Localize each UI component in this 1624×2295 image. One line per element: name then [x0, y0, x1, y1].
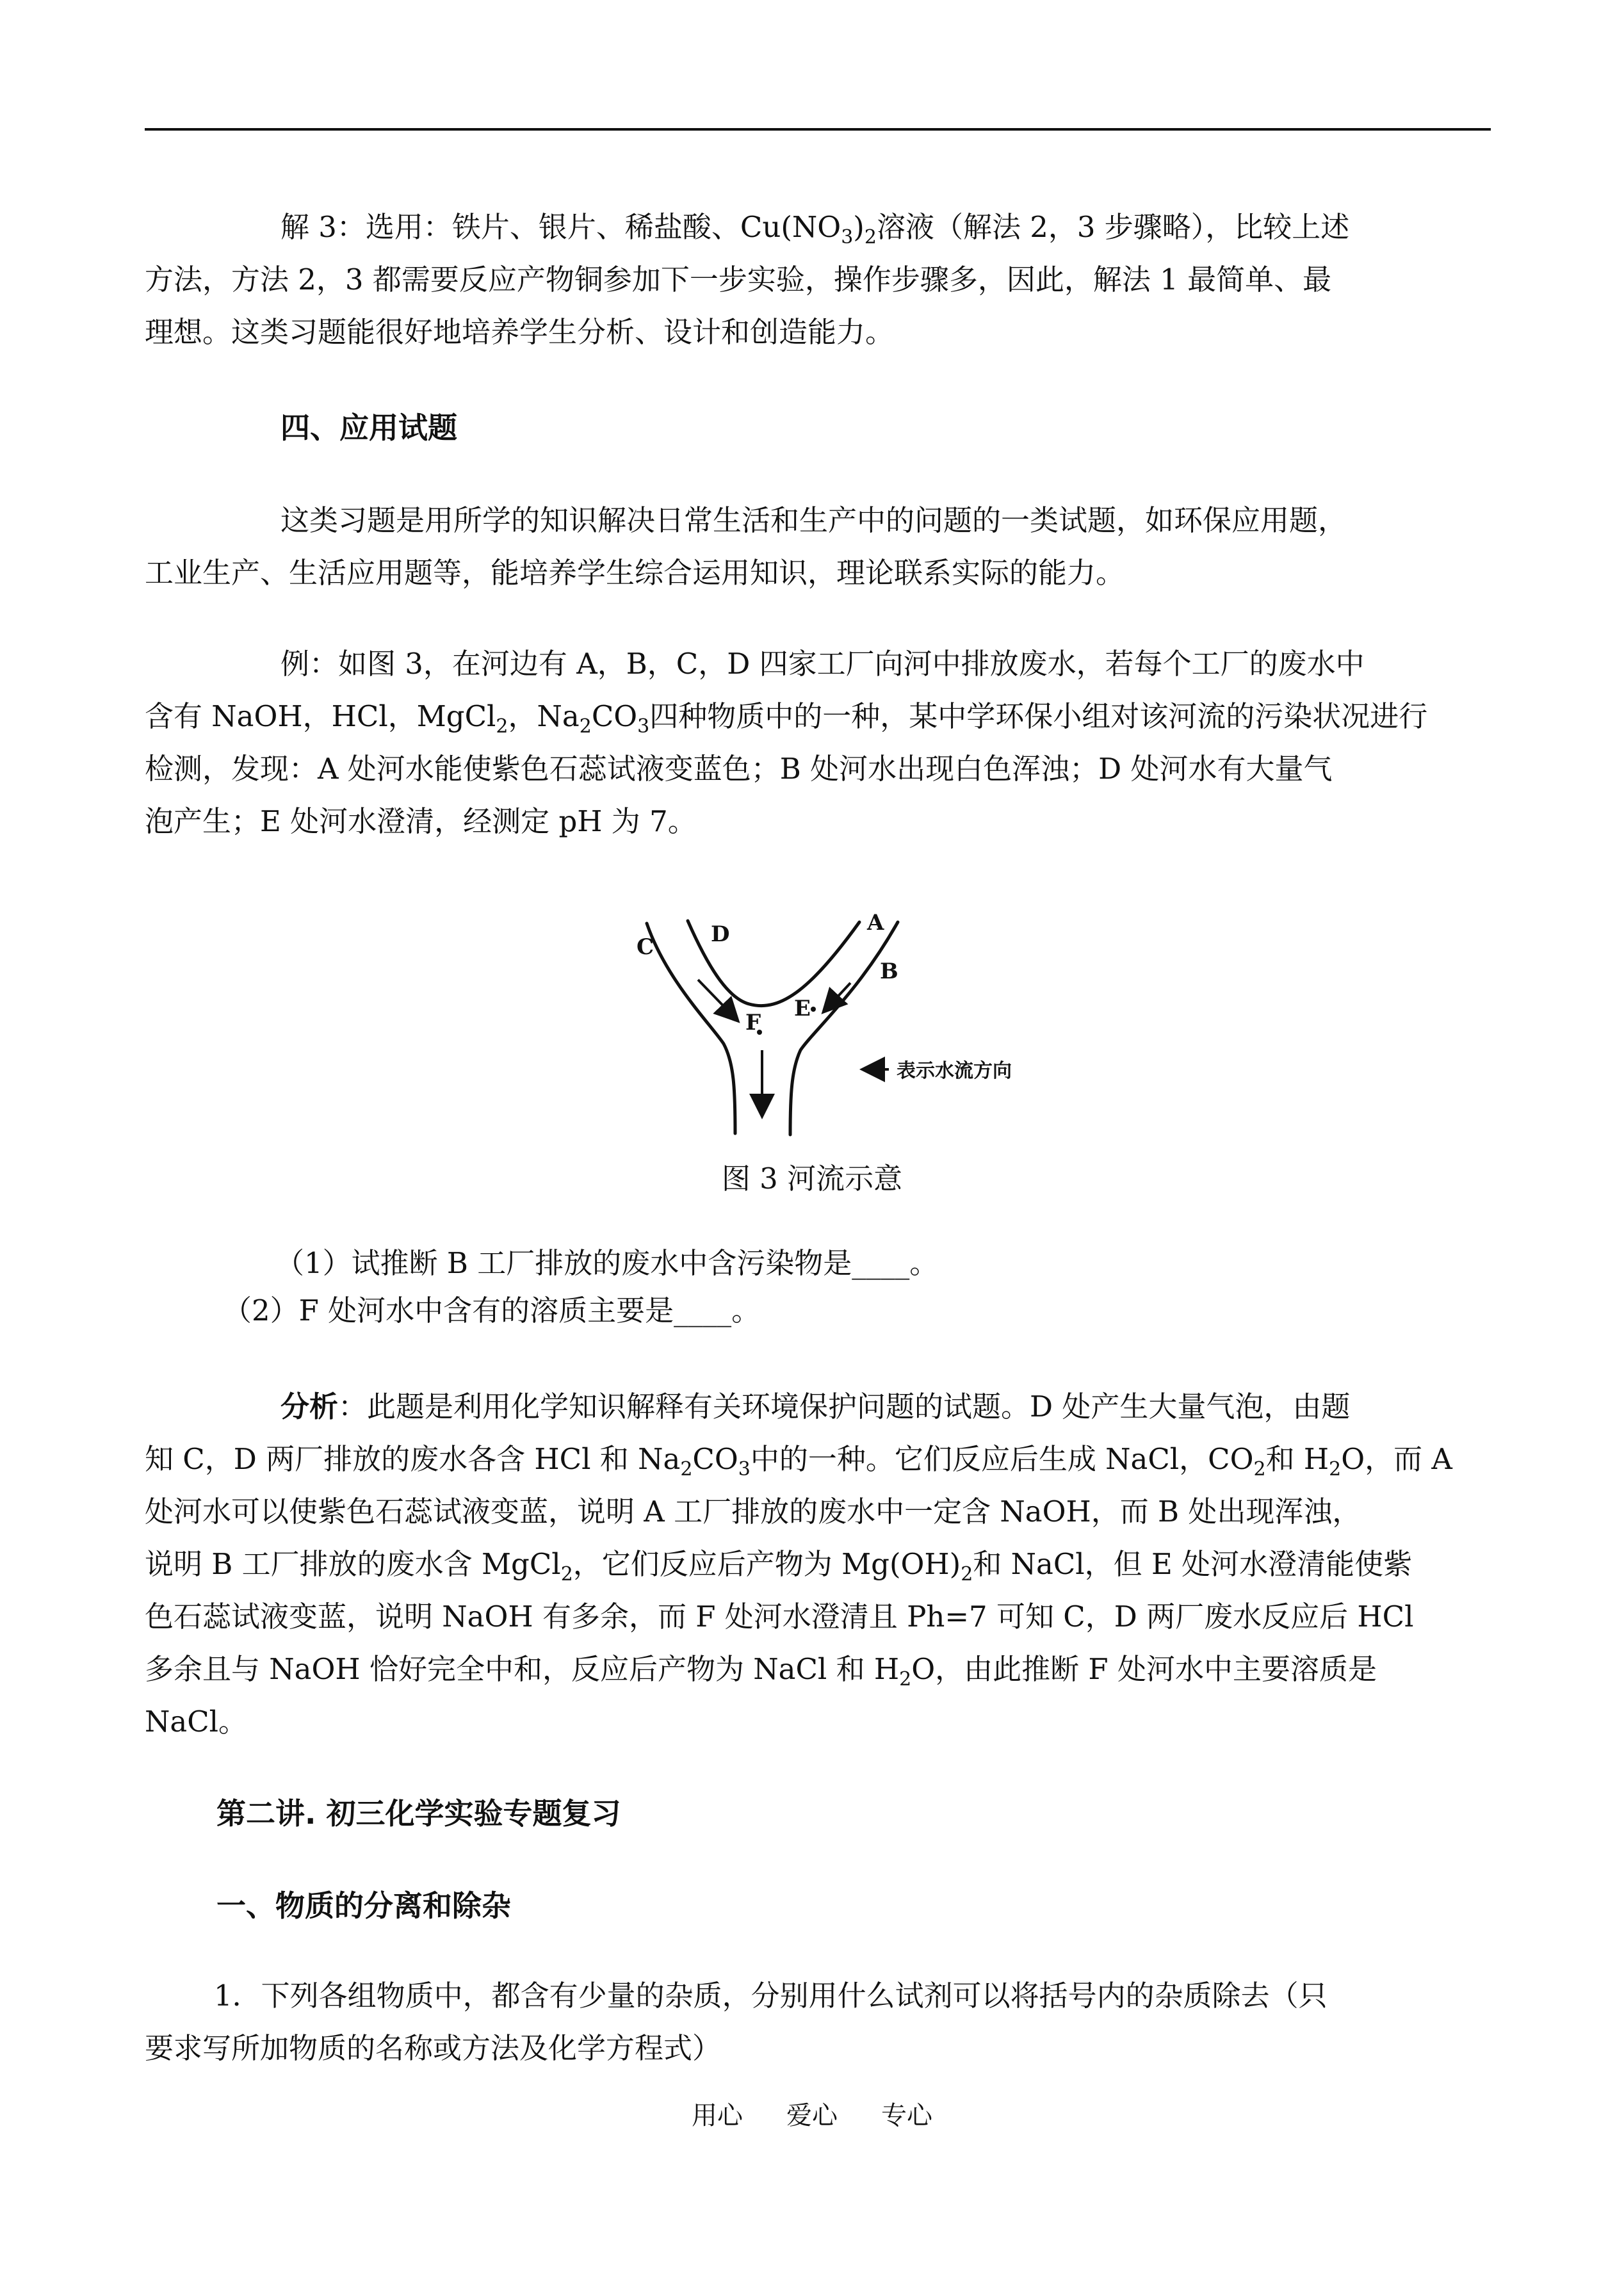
text-line: 泡产生；E 处河水澄清，经测定 pH 为 7。 [145, 804, 697, 838]
text-line: 这类习题是用所学的知识解决日常生活和生产中的问题的一类试题，如环保应用题， [280, 503, 1347, 537]
text-line: 处河水可以使紫色石蕊试液变蓝，说明 A 工厂排放的废水中一定含 NaOH，而 B 处出现浑浊， [145, 1495, 1361, 1529]
subscript: 2 [496, 715, 508, 738]
label-a: A [867, 910, 884, 936]
footer-item: 用心 [692, 2101, 743, 2130]
subscript: 3 [738, 1458, 751, 1480]
paragraph-application-intro [145, 494, 1491, 599]
text-line: 工业生产、生活应用题等，能培养学生综合运用知识，理论联系实际的能力。 [145, 556, 1125, 590]
subscript: 3 [841, 226, 854, 248]
subscript: 2 [1329, 1458, 1342, 1480]
subscript: 2 [579, 715, 592, 738]
text-line: 例：如图 3，在河边有 A，B，C，D 四家工厂向河中排放废水，若每个工厂的废水中 [280, 647, 1365, 681]
footer-item: 专心 [881, 2101, 932, 2130]
subscript: 2 [560, 1563, 573, 1585]
text-line [145, 1643, 1491, 1696]
text-span: CO [692, 1442, 738, 1476]
text-span: ，它们反应后产物为 Mg(OH) [572, 1547, 961, 1581]
label-e: E [794, 996, 811, 1021]
subscript: 2 [864, 226, 877, 248]
text-span: O，由此推断 F 处河水中主要溶质是 [911, 1652, 1377, 1686]
text-span: 说明 B 工厂排放的废水含 MgCl [145, 1547, 561, 1581]
paragraph-example [145, 638, 1491, 848]
text-span: ，Na [508, 699, 580, 733]
text-span: 溶液（解法 2，3 步骤略），比较上述 [876, 210, 1350, 244]
section-1-heading: 一、物质的分离和除杂 [216, 1888, 511, 1923]
text-span: CO [591, 699, 638, 733]
river-diagram [621, 896, 1095, 1140]
text-span: 多余且与 NaOH 恰好完全中和，反应后产物为 NaCl 和 H [145, 1652, 900, 1686]
text-span: 知 C，D 两厂排放的废水各含 HCl 和 Na [145, 1442, 681, 1476]
label-c: C [637, 934, 654, 960]
text-line: 要求写所加物质的名称或方法及化学方程式） [145, 2031, 722, 2065]
question-1: （1）试推断 B 工厂排放的废水中含污染物是____。 [275, 1246, 939, 1280]
text-span: 解 3：选用：铁片、银片、稀盐酸、Cu(NO [280, 210, 841, 244]
figure-caption: 图 3 河流示意 [721, 1162, 903, 1196]
text-span: 四种物质中的一种，某中学环保小组对该河流的污染状况进行 [649, 699, 1428, 733]
text-span: 中的一种。它们反应后生成 NaCl，CO [750, 1442, 1254, 1476]
flow-arrow-left [698, 980, 736, 1019]
paragraph-analysis [145, 1381, 1491, 1748]
text-line [145, 1381, 1491, 1433]
text-span: 和 H [1265, 1442, 1329, 1476]
label-f: F [745, 1010, 761, 1035]
text-line: 检测，发现：A 处河水能使紫色石蕊试液变蓝色；B 处河水出现白色浑浊；D 处河水有大量气 [145, 752, 1333, 786]
label-b: B [880, 959, 898, 984]
text-line: 1．下列各组物质中，都含有少量的杂质，分别用什么试剂可以将括号内的杂质除去（只 [214, 1979, 1328, 2013]
point-e-dot [811, 1007, 816, 1012]
question-2: （2）F 处河水中含有的溶质主要是____。 [223, 1293, 761, 1327]
lecture-2-heading: 第二讲. 初三化学实验专题复习 [216, 1796, 621, 1831]
text-line: 色石蕊试液变蓝，说明 NaOH 有多余，而 F 处河水澄清且 Ph=7 可知 C，D 两厂废水反应后 HCl [145, 1600, 1414, 1634]
section-heading-4: 四、应用试题 [280, 410, 457, 445]
text-span: O，而 A [1341, 1442, 1452, 1476]
text-line: 方法，方法 2，3 都需要反应产物铜参加下一步实验，操作步骤多，因此，解法 1 最简单、最 [145, 263, 1332, 296]
text-span: ：此题是利用化学知识解释有关环境保护问题的试题。D 处产生大量气泡，由题 [338, 1390, 1351, 1423]
subscript: 2 [961, 1563, 973, 1585]
river-left-bank [647, 923, 735, 1133]
text-line: 理想。这类习题能很好地培养学生分析、设计和创造能力。 [145, 315, 895, 349]
flow-legend-text: 表示水流方向 [897, 1060, 1012, 1082]
text-span: 含有 NaOH，HCl，MgCl [145, 699, 496, 733]
subscript: 2 [680, 1458, 693, 1480]
subscript: 3 [637, 715, 650, 738]
text-line [145, 690, 1491, 743]
text-line [145, 1433, 1491, 1486]
subscript: 2 [1253, 1458, 1266, 1480]
page-footer [0, 2095, 1624, 2132]
text-span: ) [853, 210, 865, 244]
analysis-label: 分析 [280, 1390, 339, 1423]
subscript: 2 [899, 1668, 912, 1691]
text-line [145, 201, 1491, 254]
label-d: D [711, 921, 730, 947]
text-span: 和 NaCl，但 E 处河水澄清能使紫 [973, 1547, 1413, 1581]
header-rule [145, 128, 1491, 131]
text-line [145, 1538, 1491, 1591]
footer-item: 爱心 [786, 2101, 838, 2130]
paragraph-item-1 [145, 1970, 1491, 2075]
paragraph-solution-3 [145, 201, 1491, 359]
river-right-bank [790, 922, 898, 1135]
text-line: NaCl。 [145, 1705, 248, 1739]
